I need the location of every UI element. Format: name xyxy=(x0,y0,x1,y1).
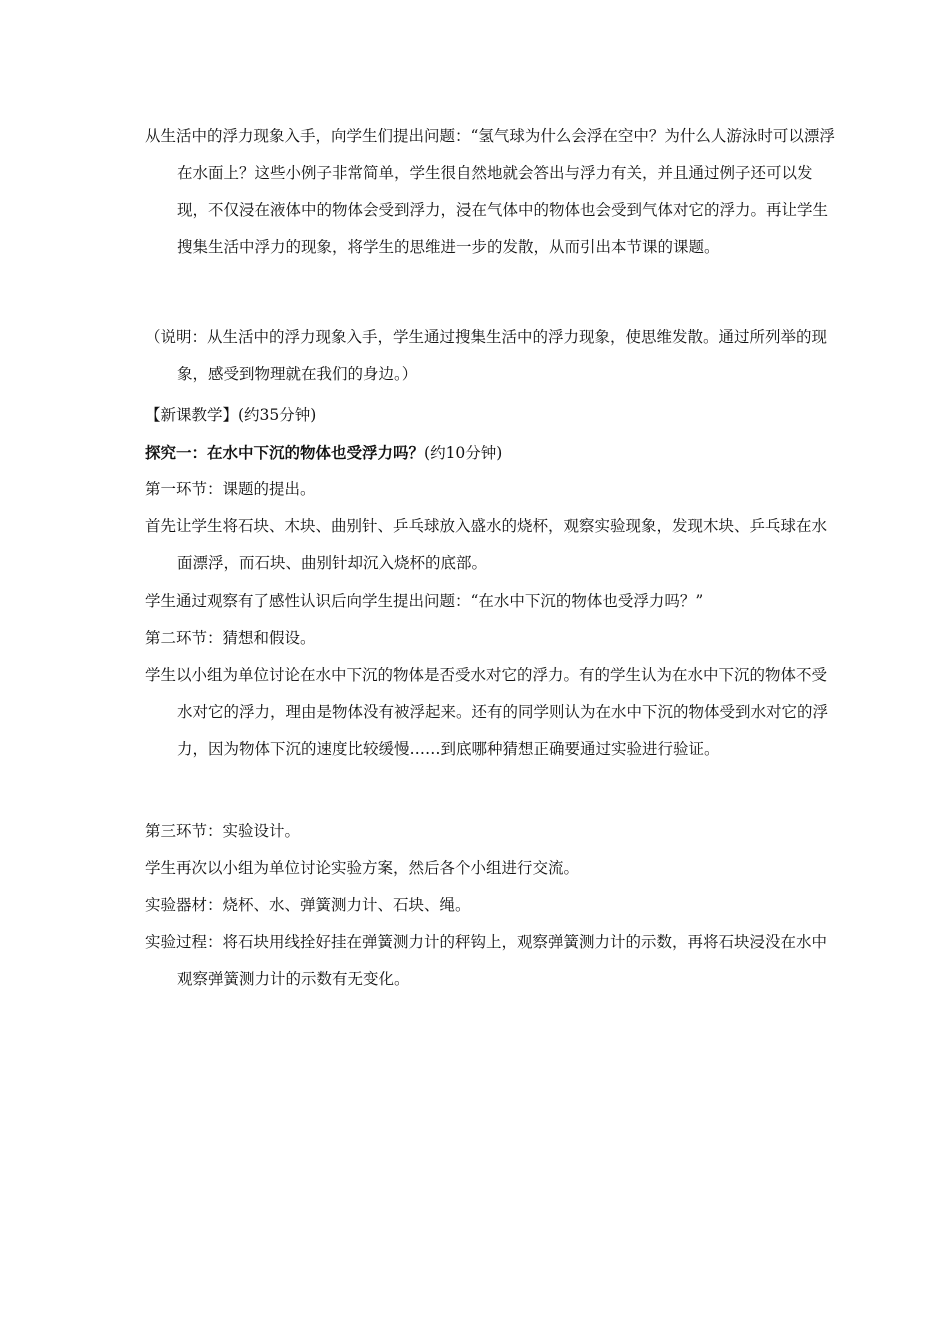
inquiry-one-title: 探究一：在水中下沉的物体也受浮力吗？ xyxy=(145,443,425,462)
stage-three-heading: 第三环节：实验设计。 xyxy=(145,822,301,840)
section-heading-new-lesson: 【新课教学】(约35分钟) xyxy=(145,406,317,424)
stage-three-paragraph: 学生再次以小组为单位讨论实验方案，然后各个小组进行交流。 xyxy=(145,859,580,877)
stage-one-heading: 第一环节：课题的提出。 xyxy=(145,480,316,498)
stage-two-paragraph: 学生以小组为单位讨论在水中下沉的物体是否受水对它的浮力。有的学生认为在水中下沉的物体不受水对它的浮力，理由是物体没有被浮起来。还有的同学则认为在水中下沉的物体受到水对它的浮力，因为物体下沉的速度比较缓慢……到底哪种猜想正确要通过实验进行验证。 xyxy=(145,666,829,758)
inquiry-one-heading xyxy=(145,434,842,472)
equipment-line: 实验器材：烧杯、水、弹簧测力计、石块、绳。 xyxy=(145,896,471,914)
stage-one-paragraph: 首先让学生将石块、木块、曲别针、乒乓球放入盛水的烧杯，观察实验现象，发现木块、乒乓球在水面漂浮，而石块、曲别针却沉入烧杯的底部。 xyxy=(145,517,828,572)
procedure-paragraph: 实验过程：将石块用线拴好挂在弹簧测力计的秤钩上，观察弹簧测力计的示数，再将石块浸没在水中观察弹簧测力计的示数有无变化。 xyxy=(145,933,828,988)
stage-two-heading: 第二环节：猜想和假设。 xyxy=(145,629,316,647)
note-paragraph: （说明：从生活中的浮力现象入手，学生通过搜集生活中的浮力现象，使思维发散。通过所列举的现象，感受到物理就在我们的身边。） xyxy=(145,328,828,383)
intro-paragraph: 从生活中的浮力现象入手，向学生们提出问题：“氢气球为什么会浮在空中？为什么人游泳时可以漂浮在水面上？这些小例子非常简单，学生很自然地就会答出与浮力有关，并且通过例子还可以发现，不仅浸在液体中的物体会受到浮力，浸在气体中的物体也会受到气体对它的浮力。再让学生搜集生活中浮力的现象，将学生的思维进一步的发散，从而引出本节课的课题。 xyxy=(145,127,835,256)
question-paragraph: 学生通过观察有了感性认识后向学生提出问题：“在水中下沉的物体也受浮力吗？” xyxy=(145,592,704,610)
inquiry-one-duration: (约10分钟) xyxy=(424,444,503,462)
